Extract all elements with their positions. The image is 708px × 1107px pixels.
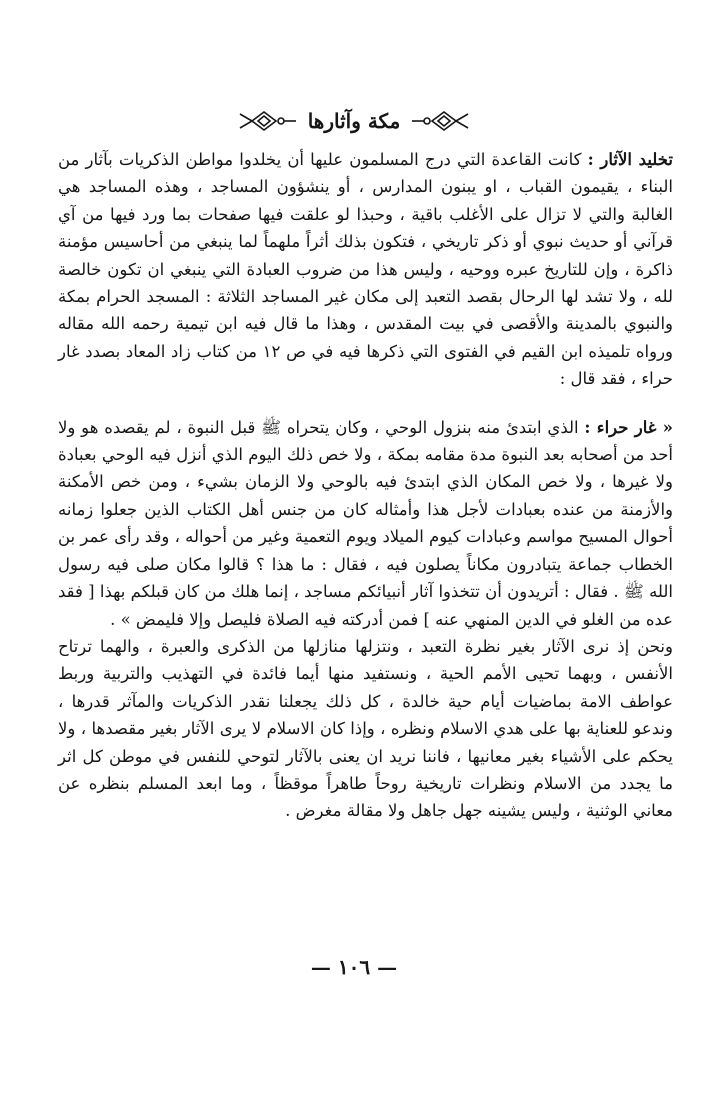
paragraph-3 [58, 633, 673, 825]
page-number: — ١٠٦ — [310, 955, 398, 979]
section-heading: تخليد الآثار : [587, 150, 673, 169]
page-header [0, 103, 708, 139]
paragraph-2-text: الذي ابتدئ منه بنزول الوحي ، وكان يتحراه ﷺ قبل النبوة ، لم يقصده هو ولا أحد من أصحابه بعد النبوة مدة مقامه بمكة ، ولا خص ذلك اليوم الذي أنزل فيه الوحي بعبادة ولا غيرها ، ولا خص المكان الذي ابتدئ فيه بالوحي ولا الزمان بشيء ، ومن خص الأمكنة والأزمنة من عنده بعبادات لأجل هذا وأمثاله كان من جنس أهل الكتاب الذين جعلوا زمانه أحوال المسيح مواسم وعبادات كيوم الميلاد ويوم التعمية وغير من أحواله ، وقد رأى عمر بن الخطاب جماعة يتبادرون مكاناً يصلون فيه ، فقال : ما هذا ؟ قالوا مكان صلى فيه رسول الله ﷺ . فقال : أتريدون أن تتخذوا آثار أنبيائكم مساجد ، إنما هلك من كان قبلكم بهذا [ فقد عده من الغلو في الدين المنهي عنه ] فمن أدركته فيه الصلاة فليصل وإلا فليمض » . [58, 417, 673, 629]
running-title: مكة وآثارها [307, 109, 401, 133]
paragraph-2 [58, 414, 673, 633]
paragraph-1-text: كانت القاعدة التي درج المسلمون عليها أن يخلدوا مواطن الذكريات بآثار من البناء ، يقيمون القباب ، او يبنون المدارس ، أو ينشؤون المساجد ، وهذه المساجد هي الغالبة والتي لا تزال على الأغلب باقية ، وحبذا لو علقت فيها صفحات بما ورد فيها من آي قرآني أو حديث نبوي أو ذكر تاريخي ، فتكون بذلك أثراً ملهماً لما ينبغي من أحاسيس مؤمنة ذاكرة ، وإن للتاريخ عبره ووحيه ، وليس هذا من ضروب العبادة التي ينبغي ان تكون خالصة لله ، ولا تشد لها الرحال بقصد التعبد إلى مكان غير المساجد الثلاثة : المسجد الحرام بمكة والنبوي بالمدينة والأقصى في بيت المقدس ، وهذا ما قال فيه ابن تيمية رحمه الله مقاله ورواه تلميذه ابن القيم في الفتوى التي ذكرها فيه في ص ١٢ من كتاب زاد المعاد بصدد غار حراء ، فقد قال : [58, 150, 674, 389]
ornament-right-icon [410, 108, 470, 134]
quote-label: « غار حراء : [584, 417, 673, 437]
paragraph-gap [58, 393, 673, 414]
ornament-left-icon [238, 108, 298, 134]
paragraph-3-text: ونحن إذ نرى الآثار بغير نظرة التعبد ، ونتزلها منازلها من الذكرى والعبرة ، والهما ترتاح الأنفس ، وبهما تحيى الأمم الحية ، ونستفيد منها أيما فائدة في التهذيب والتربية وربط عواطف الامة بماضيات أيام حية خالدة ، كل ذلك يجعلنا نقدر الذكريات والمآثر قدرها ، وندعو للعناية بها على هدي الاسلام ونظره ، وإذا كان الاسلام لا يرى الآثار بغير مقصدها ، ولا يحكم على الأشياء بغير معانيها ، فاننا نريد ان يعنى بالآثار لتوحي للنفس في موطن كل اثر ما يجدد من الاسلام ونظرات تاريخية روحاً طاهراً موقظاً ، وما ابعد المسلم بنظره عن معاني الوثنية ، وليس يشينه جهل جاهل ولا مقالة مغرض . [58, 636, 673, 821]
page-body [58, 146, 673, 825]
paragraph-1 [58, 146, 673, 393]
